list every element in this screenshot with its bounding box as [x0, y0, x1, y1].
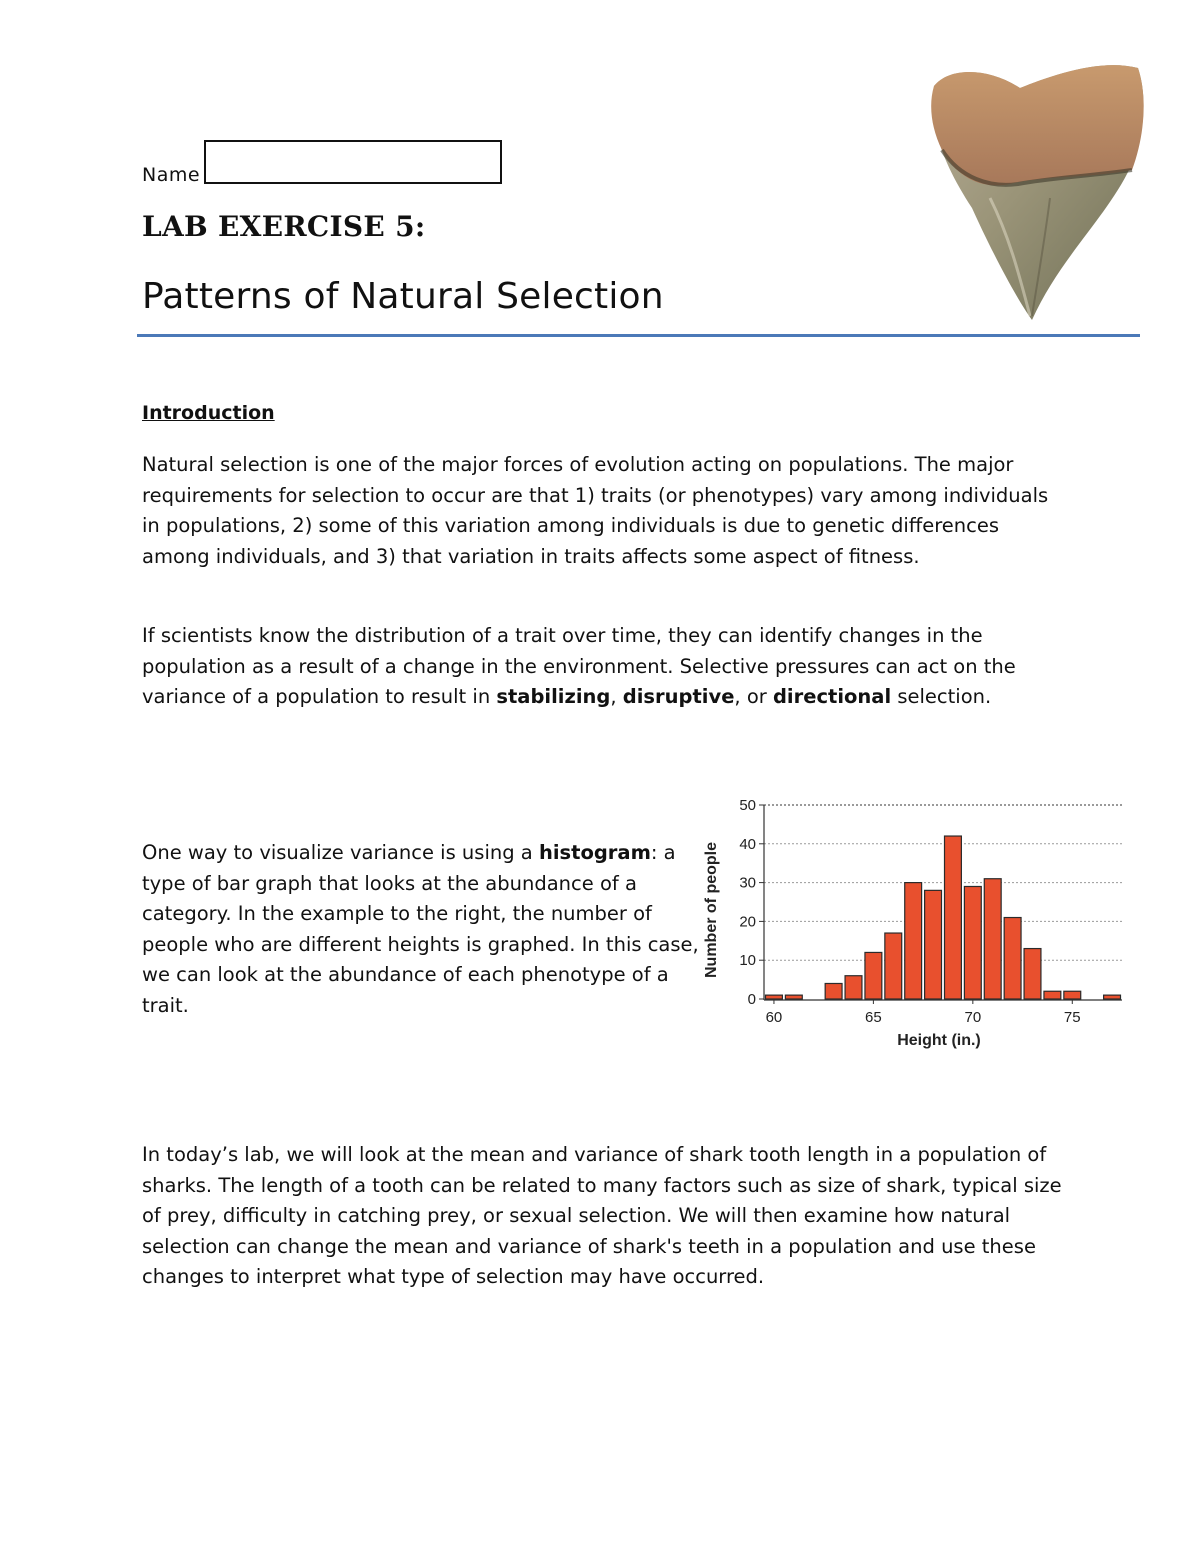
page-title: Patterns of Natural Selection [142, 276, 664, 317]
para2-sep1: , [610, 685, 623, 708]
y-tick-label: 50 [739, 797, 756, 814]
histogram-bar [766, 995, 783, 999]
y-tick-label: 0 [747, 991, 756, 1008]
x-tick-label: 70 [964, 1009, 982, 1026]
para3-text: One way to visualize variance is using a [142, 841, 539, 864]
histogram-bar [1064, 991, 1081, 999]
y-tick-label: 40 [739, 835, 756, 853]
y-tick-label: 30 [739, 874, 756, 892]
histogram-bar [885, 933, 902, 999]
introduction-heading: Introduction [142, 402, 275, 424]
intro-paragraph-2 [142, 621, 1072, 713]
shark-tooth-image [920, 58, 1150, 328]
intro-paragraph-4: In today’s lab, we will look at the mean and variance of shark tooth length in a population of sharks. The length of a tooth can be related to many factors such as size of shark, typical size of prey, difficulty in catching prey, or sexual selection. We will then examine how natural selection can change the mean and variance of shark's teeth in a population and use these changes to interpret what type of selection may have occurred. [142, 1143, 1062, 1288]
histogram-paragraph [142, 838, 702, 1021]
term-stabilizing: stabilizing [496, 685, 611, 708]
x-tick-label: 60 [765, 1009, 783, 1026]
name-label: Name [142, 164, 201, 186]
x-tick-label: 65 [865, 1009, 882, 1026]
histogram-bar [1024, 949, 1041, 999]
term-directional: directional [772, 685, 892, 708]
histogram-bar [1004, 918, 1021, 999]
histogram-bar [925, 890, 942, 999]
x-axis-label: Height (in.) [897, 1032, 981, 1049]
name-row [142, 140, 502, 186]
name-input-box[interactable] [204, 140, 502, 184]
term-disruptive: disruptive [622, 685, 735, 708]
histogram-bar [964, 886, 981, 999]
lab-exercise-heading: LAB EXERCISE 5: [142, 210, 426, 243]
histogram-bar [945, 836, 962, 999]
para3-rest: : a type of bar graph that looks at the abundance of a category. In the example to the right, the number of people who are different heights is graphed. In this case, we can look at the abundance of each phenotype of a trait. [142, 841, 699, 1017]
histogram-bar [865, 952, 882, 999]
intro-paragraph-1: Natural selection is one of the major forces of evolution acting on populations. The major requirements for selection to occur are that 1) traits (or phenotypes) vary among individuals in populations, 2) some of this variation among individuals is due to genetic differences among individuals, and 3) that variation in traits affects some aspect of fitness. [142, 453, 1049, 568]
para2-text: If scientists know the distribution of a trait over time, they can identify changes in the population as a result of a change in the environment. Selective pressures can act on the variance of a population to result in [142, 624, 1016, 708]
histogram-bar [905, 883, 922, 999]
histogram-bar [1104, 995, 1121, 999]
histogram-bar [984, 879, 1001, 999]
x-tick-label: 75 [1063, 1009, 1081, 1026]
histogram-svg [690, 790, 1140, 1060]
y-tick-label: 20 [739, 913, 756, 931]
y-tick-label: 10 [739, 952, 756, 970]
para2-end: selection. [891, 685, 992, 708]
para2-sep2: , or [734, 685, 773, 708]
histogram-bar [785, 995, 802, 999]
histogram-bar [845, 976, 862, 999]
term-histogram: histogram [538, 841, 651, 864]
height-histogram [690, 790, 1140, 1060]
title-divider [137, 334, 1140, 337]
histogram-bar [825, 983, 842, 999]
histogram-bar [1044, 991, 1061, 999]
y-axis-label: Number of people [703, 841, 720, 979]
